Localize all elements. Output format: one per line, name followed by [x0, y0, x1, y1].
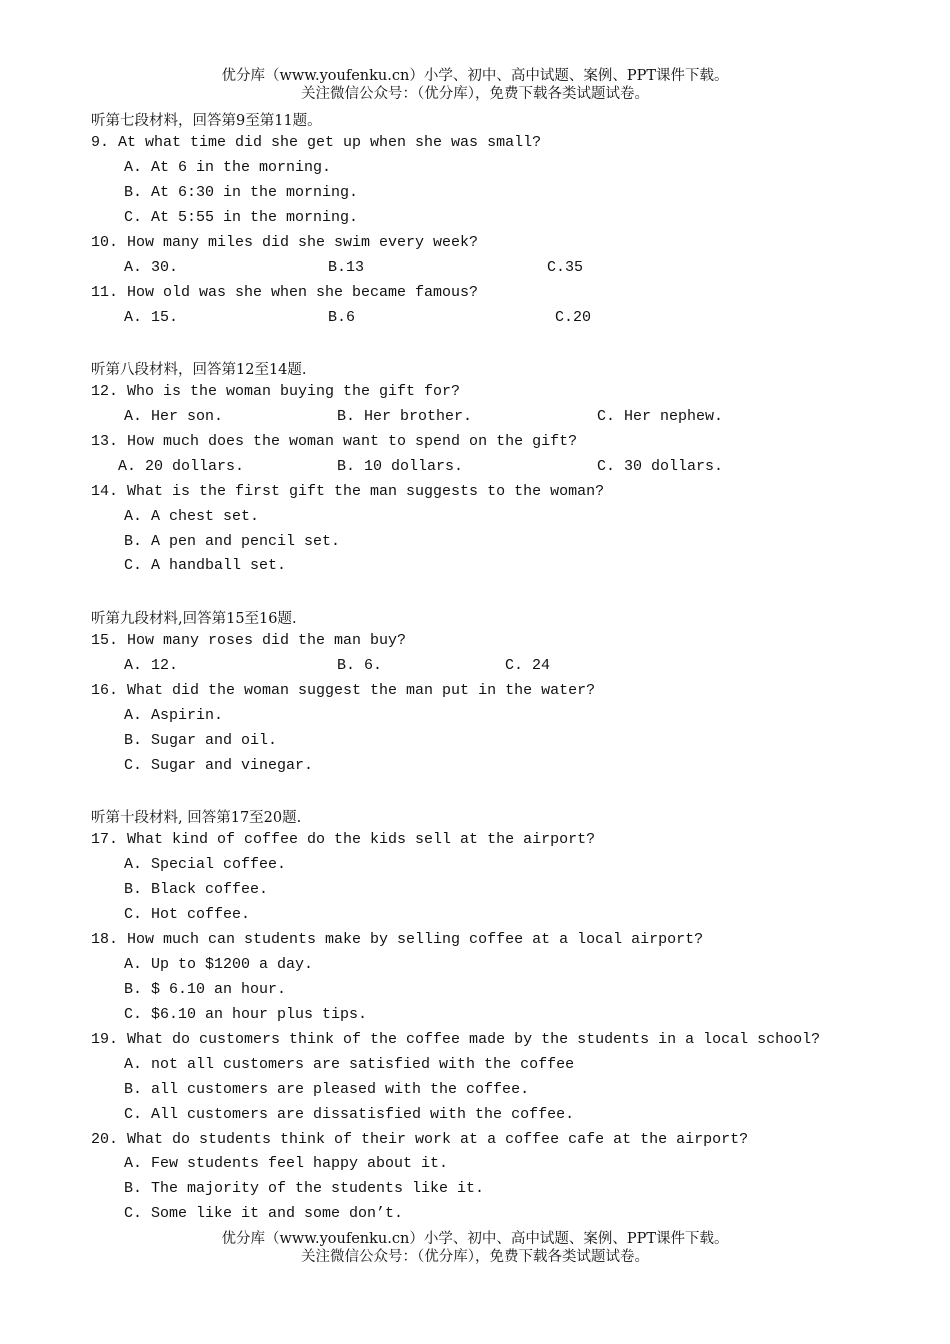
question-9: 9. At what time did she get up when she was small?	[91, 134, 542, 151]
question-13: 13. How much does the woman want to spend on the gift?	[91, 433, 578, 450]
option-20b: B. The majority of the students like it.	[124, 1180, 485, 1197]
option-18a: A. Up to $1200 a day.	[124, 956, 314, 973]
option-14a: A. A chest set.	[124, 508, 260, 525]
question-17: 17. What kind of coffee do the kids sell at the airport?	[91, 831, 596, 848]
option-15b: B. 6.	[337, 657, 383, 674]
option-10c: C.35	[547, 259, 584, 276]
option-10b: B.13	[328, 259, 365, 276]
option-20c: C. Some like it and some don’t.	[124, 1205, 404, 1222]
option-19a: A. not all customers are satisfied with the coffee	[124, 1056, 575, 1073]
header-line-2: 关注微信公众号：（优分库），免费下载各类试题试卷。	[301, 86, 649, 102]
question-10: 10. How many miles did she swim every week?	[91, 234, 479, 251]
question-19: 19. What do customers think of the coffee made by the students in a local school?	[91, 1031, 821, 1048]
section-heading: 听第八段材料，回答第12至14题.	[91, 362, 307, 378]
option-17a: A. Special coffee.	[124, 856, 287, 873]
option-9a: A. At 6 in the morning.	[124, 159, 332, 176]
option-9c: C. At 5:55 in the morning.	[124, 209, 359, 226]
option-12b: B. Her brother.	[337, 408, 473, 425]
question-16: 16. What did the woman suggest the man put in the water?	[91, 682, 596, 699]
option-13a: A. 20 dollars.	[118, 458, 245, 475]
question-15: 15. How many roses did the man buy?	[91, 632, 407, 649]
option-10a: A. 30.	[124, 259, 179, 276]
section-heading: 听第九段材料,回答第15至16题.	[91, 611, 297, 627]
option-14c: C. A handball set.	[124, 557, 287, 574]
header-line-1: 优分库（www.youfenku.cn）小学、初中、高中试题、案例、PPT课件下载。	[221, 68, 729, 84]
section-heading: 听第七段材料，回答第9至第11题。	[91, 113, 322, 129]
option-18c: C. $6.10 an hour plus tips.	[124, 1006, 368, 1023]
option-17b: B. Black coffee.	[124, 881, 269, 898]
option-12c: C. Her nephew.	[597, 408, 724, 425]
question-12: 12. Who is the woman buying the gift for?	[91, 383, 461, 400]
question-14: 14. What is the first gift the man suggests to the woman?	[91, 483, 605, 500]
option-16c: C. Sugar and vinegar.	[124, 757, 314, 774]
option-16a: A. Aspirin.	[124, 707, 224, 724]
option-18b: B. $ 6.10 an hour.	[124, 981, 287, 998]
footer-line-1: 优分库（www.youfenku.cn）小学、初中、高中试题、案例、PPT课件下载。	[221, 1231, 729, 1247]
question-11: 11. How old was she when she became famous?	[91, 284, 479, 301]
option-17c: C. Hot coffee.	[124, 906, 251, 923]
option-9b: B. At 6:30 in the morning.	[124, 184, 359, 201]
page-header	[0, 67, 950, 103]
option-16b: B. Sugar and oil.	[124, 732, 278, 749]
option-12a: A. Her son.	[124, 408, 224, 425]
option-11a: A. 15.	[124, 309, 179, 326]
option-13c: C. 30 dollars.	[597, 458, 724, 475]
option-13b: B. 10 dollars.	[337, 458, 464, 475]
option-19c: C. All customers are dissatisfied with the coffee.	[124, 1106, 575, 1123]
footer-line-2: 关注微信公众号：（优分库），免费下载各类试题试卷。	[301, 1249, 649, 1265]
question-20: 20. What do students think of their work at a coffee cafe at the airport?	[91, 1131, 749, 1148]
option-14b: B. A pen and pencil set.	[124, 533, 341, 550]
option-20a: A. Few students feel happy about it.	[124, 1155, 449, 1172]
option-15c: C. 24	[505, 657, 551, 674]
question-18: 18. How much can students make by selling coffee at a local airport?	[91, 931, 704, 948]
option-11b: B.6	[328, 309, 356, 326]
page-footer	[0, 1230, 950, 1266]
section-heading: 听第十段材料, 回答第17至20题.	[91, 810, 302, 826]
option-19b: B. all customers are pleased with the coffee.	[124, 1081, 530, 1098]
option-11c: C.20	[555, 309, 592, 326]
option-15a: A. 12.	[124, 657, 179, 674]
